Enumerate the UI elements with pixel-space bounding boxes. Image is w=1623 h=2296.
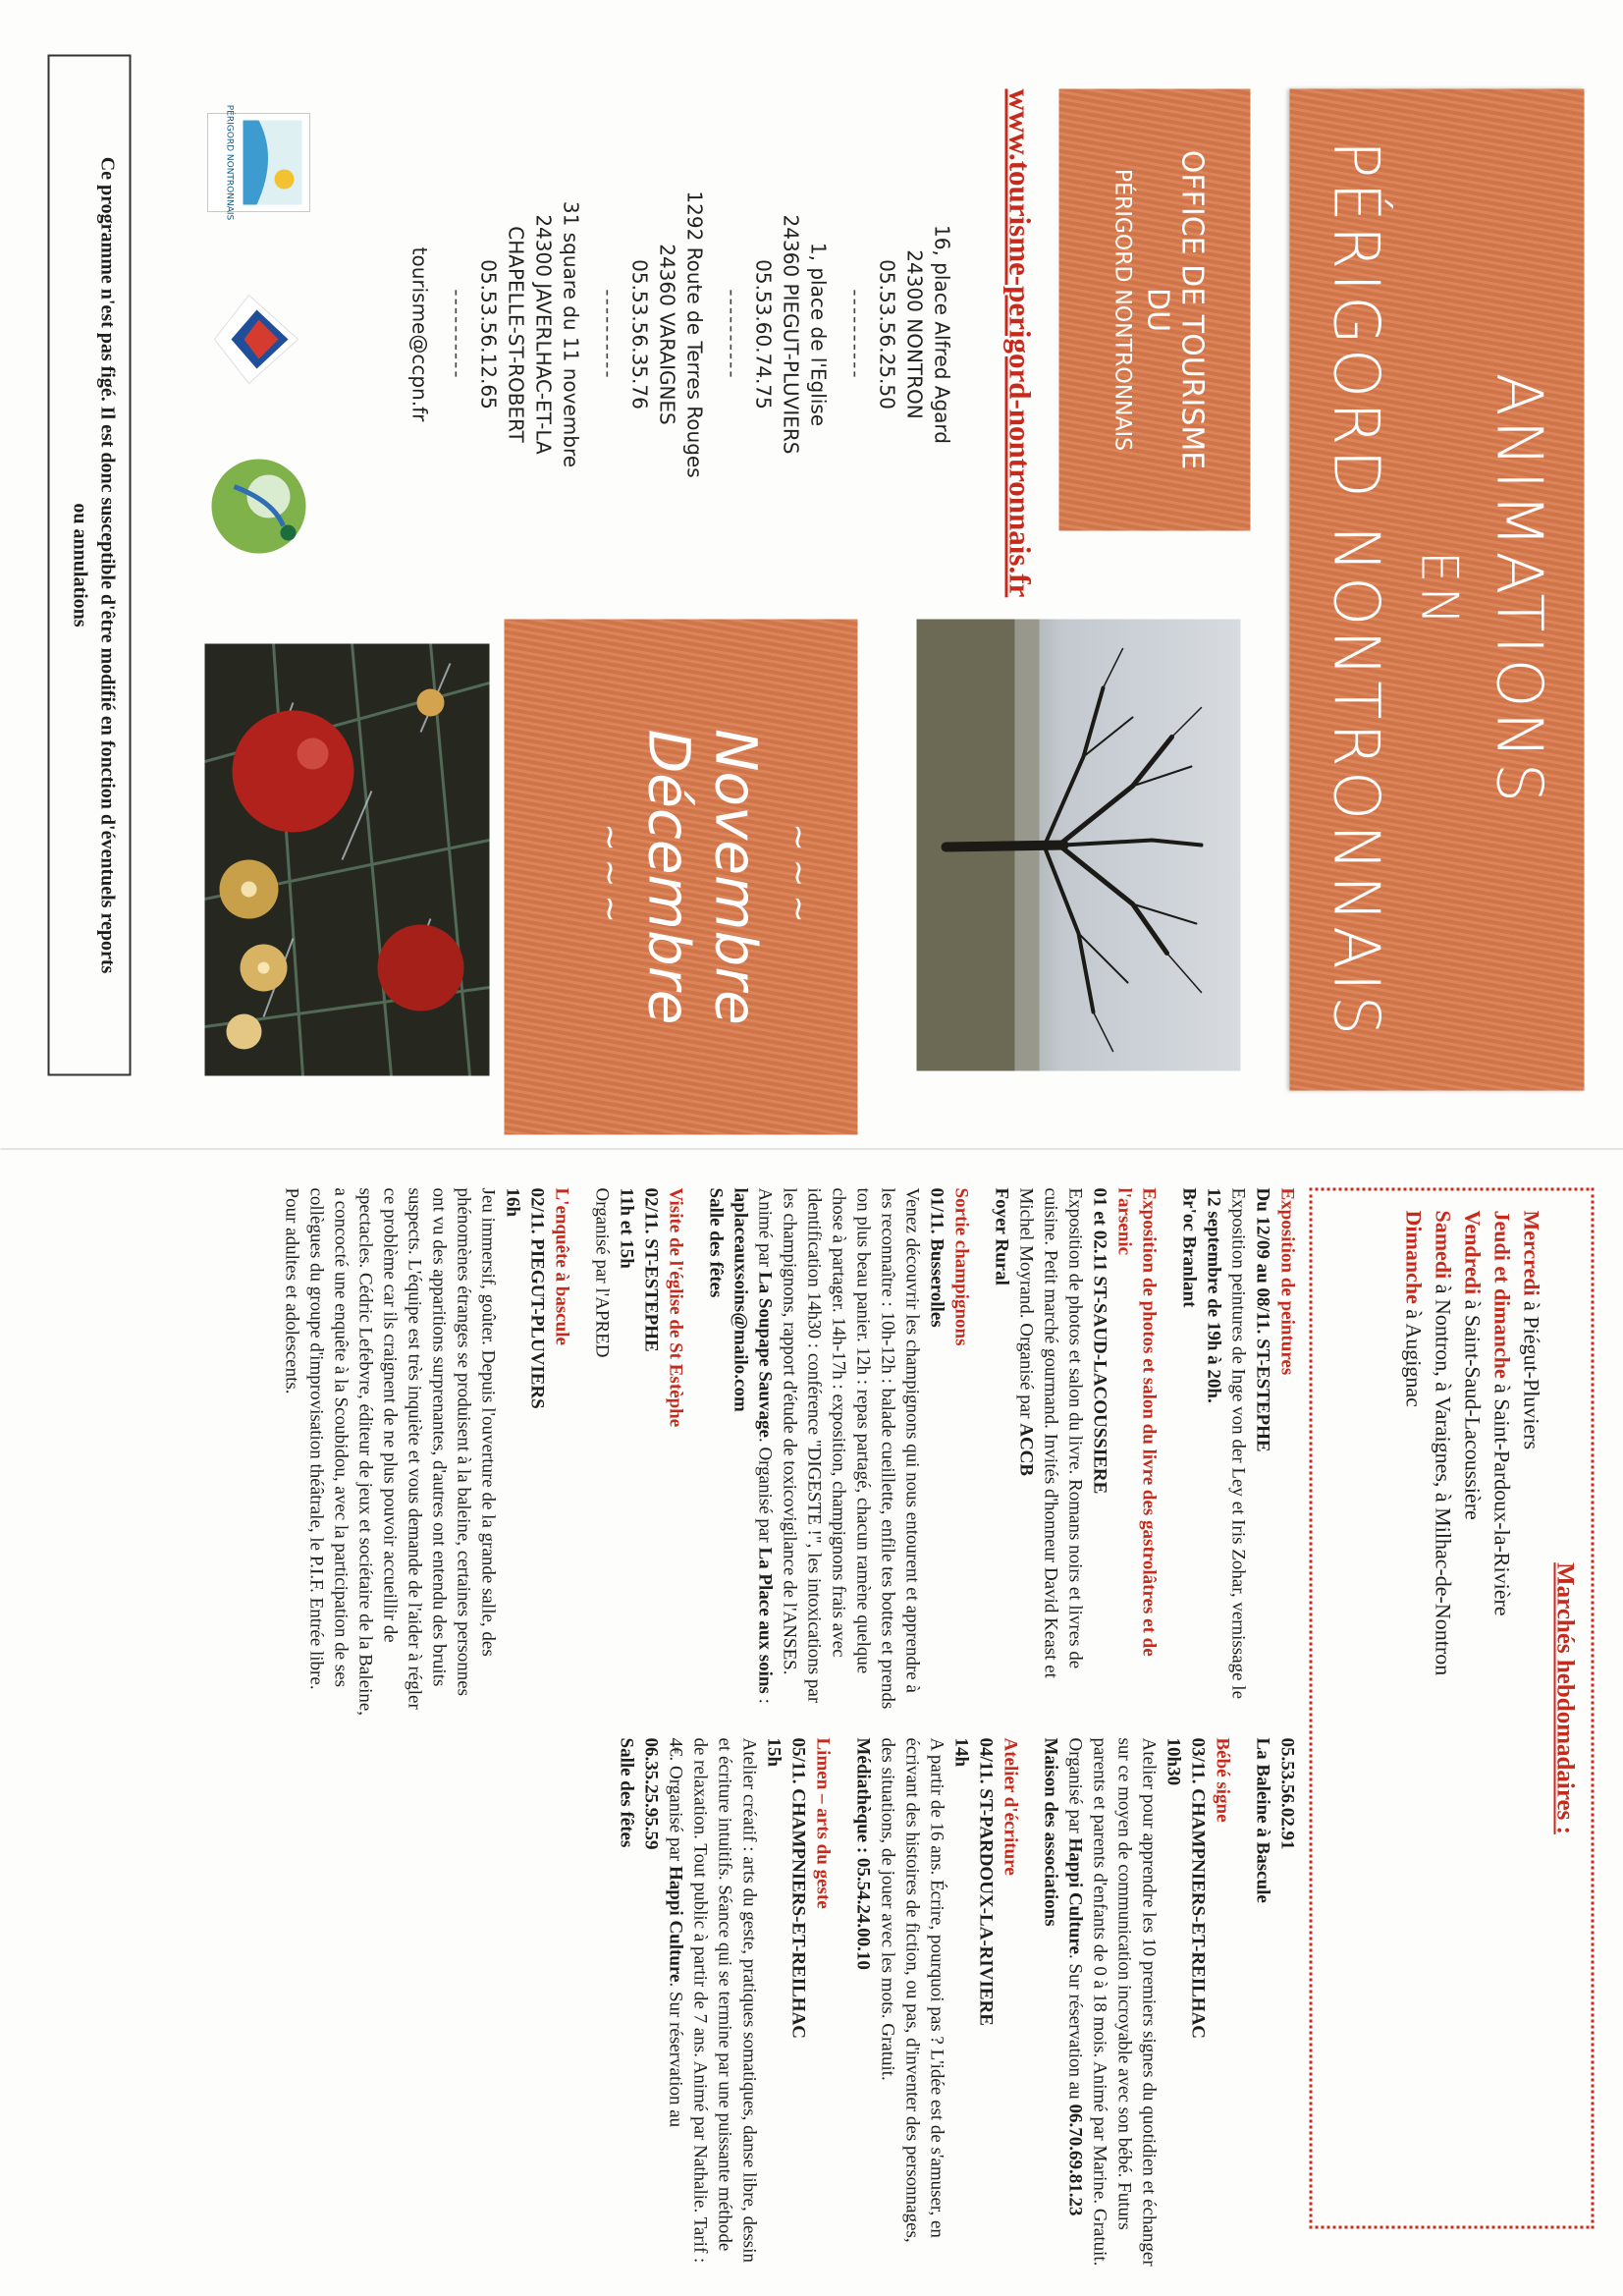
address-phone: 05.53.56.35.76: [627, 258, 651, 410]
events-panel: [0, 1148, 1623, 2296]
title-line-3: PÉRIGORD NONTRONNAIS: [1319, 139, 1391, 1039]
nature-park-logo: [199, 442, 317, 570]
event-place: Salle des fêtes: [616, 1737, 636, 1847]
office-banner: [1058, 88, 1250, 530]
event-place: Salle des fêtes: [705, 1187, 726, 1297]
office-line-3: PÉRIGORD NONTRONNAIS: [1109, 168, 1134, 451]
christmas-photo: [204, 643, 489, 1075]
office-line-1: OFFICE DE TOURISME: [1174, 149, 1209, 469]
event-title: Bébé signe: [1212, 1737, 1232, 1823]
event-title: Sortie champignons: [950, 1187, 971, 1345]
event-description: [1062, 1737, 1161, 2268]
market-place: à Augignac: [1401, 1303, 1426, 1407]
address-separator: ----------: [720, 288, 743, 380]
office-email[interactable]: tourisme@ccpn.fr: [407, 246, 431, 421]
event-text: Animé par: [754, 1187, 775, 1272]
market-place: à Nontron, à Varaignes, à Milhac-de-Nontron: [1431, 1278, 1455, 1675]
event-phone: 05.53.56.02.91: [1276, 1737, 1297, 1849]
title-line-2: EN: [1409, 550, 1468, 629]
title-banner: [1289, 88, 1584, 1090]
event-expo-photos-livre: [989, 1187, 1161, 1718]
event-atelier-ecriture: [850, 1737, 1022, 2268]
event-date: 01 et 02.11 ST-SAUD-LACOUSSIERE: [1089, 1187, 1109, 1494]
event-exposition-peintures: [1176, 1187, 1299, 1718]
event-organizer: La Soupape Sauvage: [754, 1271, 775, 1438]
website-link[interactable]: www.tourisme-perigord-nontronnais.fr: [1002, 88, 1037, 597]
tree-photo: [916, 619, 1240, 1070]
address-separator: ----------: [843, 288, 867, 380]
event-organizer: Happi Culture: [1064, 1837, 1085, 1954]
market-place: à Saint-Saud-Lacoussière: [1460, 1293, 1485, 1520]
disclaimer-line-2: ou annulations: [69, 502, 90, 628]
event-time: 16h: [502, 1187, 522, 1217]
event-description: Venez découvrir les champignons qui nous entourent et apprendre à les reconnaître : 10h-12h : balade cueillette, enfile tes bottes et prends ton plus beau panier. 12h : repas partagé, chacun ramène quelque chose à partager. 14h-17h : exposition, champignons frais avec identification 14h30 : conférence "DIGESTE !", les intoxications par les champignons, rapport d'étude de toxicovigilance de l'ANSES. Animé par La Soupape Sauvage. Organisé par La Place aux soins :: [754, 1187, 922, 1709]
event-title: Exposition de peintures: [1276, 1187, 1297, 1375]
partner-logos: [180, 88, 317, 579]
christmas-illustration: [204, 643, 489, 1075]
markets-title: Marchés hebdomadaires :: [1551, 1561, 1578, 1834]
event-organizer: Organisé par l'APRED: [591, 1187, 612, 1357]
perigord-nontronnais-logo: [199, 98, 317, 226]
event-title: Visite de l'église de St Estèphe: [665, 1187, 685, 1427]
market-row: [1457, 1210, 1487, 2206]
address-separator: ----------: [596, 288, 620, 380]
squiggle-bottom: ~~~: [590, 822, 629, 931]
months-banner: [504, 619, 857, 1134]
event-place: Foyer Rural: [991, 1187, 1011, 1285]
address-phone: 05.53.60.74.75: [751, 258, 775, 410]
address-line: 1, place de l'Eglise: [806, 242, 830, 426]
disclaimer-line-1: Ce programme n'est pas figé. Il est donc susceptible d'être modifié en fonction d'éventuels reports: [96, 156, 118, 973]
event-place: La Baleine à Bascule: [1252, 1737, 1272, 1903]
event-text: . Sur réservation au: [665, 1981, 685, 2127]
event-description: A partir de 16 ans. Écrire, pourquoi pas ? L'idée est de s'amuser, en écrivant des histoires de fiction, ou pas, d'inventer des personnages, des situations, de jouer avec les mots. Gratuit.: [877, 1737, 947, 2243]
address-line: 1292 Route de Terres Rouges: [682, 190, 706, 478]
market-place: à Piégut-Pluviers: [1519, 1295, 1543, 1449]
address-nontron: [873, 88, 955, 579]
market-day: Samedi: [1431, 1210, 1455, 1279]
squiggle-top: ~~~: [779, 822, 818, 931]
event-place: Médiathèque : 05.54.24.00.10: [852, 1737, 873, 1970]
event-visite-eglise: [589, 1187, 687, 1718]
address-line: 24360 VARAIGNES: [655, 243, 678, 425]
events-column-1: [263, 1187, 1299, 1718]
market-row: [1428, 1210, 1457, 2206]
address-varaignes: [625, 88, 708, 579]
month-december: Décembre: [635, 729, 702, 1024]
office-addresses: [406, 88, 955, 579]
event-time: 15h: [763, 1737, 784, 1767]
event-enquete-bascule: [279, 1187, 573, 1718]
market-day: Dimanche: [1401, 1210, 1426, 1304]
event-place: Br'oc Branlant: [1178, 1187, 1199, 1307]
address-separator: ----------: [445, 288, 468, 380]
address-javerlhac: [474, 88, 584, 579]
event-date: 04/11. ST-PARDOUX-LA-RIVIERE: [975, 1737, 996, 2026]
market-day: Vendredi: [1460, 1210, 1485, 1294]
event-date: 02/11. PIEGUT-PLUVIERS: [526, 1187, 547, 1409]
event-description: Jeu immersif, goûter. Depuis l'ouverture de la grande salle, des phénomènes étranges se produisent à la baleine, certaines personnes ont vu des apparitions surprenantes, d'autres ont entendu des bruits suspects. L'équipe est très inquiète et vous demande de l'aider à régler ce problème car ils craignent de ne plus pouvoir accueillir de spectacles. Cédric Lefebvre, éditeur de jeux et sociétaire de la Baleine, a concocté une enquête à la Scoubidou, avec la participation de ses collègues du groupe d'improvisation théâtrale, le P.I.F. Entrée libre. Pour adultes et adolescents.: [281, 1187, 498, 1716]
event-text: . Sur réservation au: [1064, 1953, 1085, 2104]
event-date: 02/11. ST-ESTEPHE: [640, 1187, 661, 1352]
events-column-2: [598, 1737, 1299, 2268]
event-time: 10h30: [1163, 1737, 1183, 1785]
office-line-2: DU: [1140, 287, 1174, 332]
event-bebe-signe: [1038, 1737, 1234, 2268]
month-november: Novembre: [702, 728, 769, 1025]
event-text: Venez découvrir les champignons qui nous entourent et apprendre à les reconnaître : 10h-12h : balade cueillette, enfile tes bottes et prends ton plus beau panier. 12h : repas partagé, chacun ramène quelque chose à partager. 14h-17h : exposition, champignons frais avec identification 14h30 : conférence "DIGESTE !", les intoxications par les champignons, rapport d'étude de toxicovigilance de l'ANSES.: [779, 1187, 922, 1709]
event-email[interactable]: laplaceauxsoins@mailo.com: [730, 1187, 750, 1412]
event-text: Atelier créatif : arts du geste, pratiques somatiques, danse libre, dessin et écriture intuitifs. Séance qui se termine par une puissante méthode de relaxation. Tout public à partir de 7 ans. Animé par Nathalie. Tarif : 4€. Organisé par: [665, 1737, 759, 2263]
event-title: Limen – arts du geste: [812, 1737, 833, 1909]
event-text: . Organisé par: [754, 1437, 775, 1547]
event-text: Exposition peintures de Inge von der Ley et Iris Zohar, vernissage le: [1227, 1187, 1248, 1699]
tree-illustration: [916, 619, 1240, 1070]
event-limen-arts-geste: [614, 1737, 835, 2268]
event-title: Atelier d'écriture: [1000, 1737, 1020, 1876]
address-line: CHAPELLE-ST-ROBERT: [504, 225, 527, 443]
address-line: 24300 NONTRON: [902, 248, 926, 419]
event-phone: 06.70.69.81.23: [1064, 2103, 1085, 2215]
event-date: 03/11. CHAMPNIERS-ET-REILHAC: [1187, 1737, 1208, 2039]
event-date: Du 12/09 au 08/11. ST-ESTEPHE: [1252, 1187, 1272, 1452]
region-logo: [199, 275, 317, 403]
event-text: Exposition de photos et salon du livre. Romans noirs et livres de cuisine. Petit marché gourmand. Invités d'honneur David Keast et Michel Moyrand. Organisé par: [1015, 1187, 1085, 1678]
market-day: Jeudi et dimanche: [1489, 1210, 1514, 1379]
event-title: Exposition de photos et salon du livre des gastrolâtres et de l'arsenic: [1113, 1187, 1159, 1657]
address-line: 31 square du 11 novembre: [559, 200, 582, 467]
event-description: [663, 1737, 761, 2268]
address-line: 24360 PIEGUT-PLUVIERS: [779, 214, 802, 454]
event-date: 05/11. CHAMPNIERS-ET-REILHAC: [787, 1737, 808, 2039]
event-time: 11h et 15h: [616, 1187, 636, 1269]
title-line-1: ANIMATIONS: [1482, 372, 1554, 806]
event-organizer: ACCB: [1015, 1422, 1036, 1476]
event-time: 14h: [950, 1737, 971, 1767]
address-phone: 05.53.56.12.65: [476, 258, 500, 410]
event-organizer: La Place aux soins: [754, 1546, 775, 1694]
weekly-markets-box: [1309, 1187, 1594, 2228]
event-date: 01/11. Busserolles: [926, 1187, 947, 1328]
market-row: [1398, 1210, 1428, 2206]
event-enquete-bascule-contact: [1250, 1737, 1299, 2268]
market-row: [1487, 1210, 1516, 2206]
event-place: Maison des associations: [1040, 1737, 1060, 1927]
address-line: 24300 JAVERLHAC-ET-LA: [531, 213, 555, 455]
event-text: Atelier pour apprendre les 10 premiers signes du quotidien et échanger sur ce moyen de communication incroyable avec son bébé. Futurs parents et parents d'enfants de 0 à 18 mois. Animé par Marine. Gratuit. Organisé par: [1064, 1737, 1159, 2267]
market-row: [1516, 1210, 1545, 2206]
disclaimer-box: [47, 54, 131, 1075]
logo-text: PÉRIGORD NONTRONNAIS: [224, 104, 234, 220]
address-piegut: [749, 88, 832, 579]
address-phone: 05.53.56.25.50: [875, 258, 898, 410]
event-sortie-champignons: [703, 1187, 973, 1718]
event-description: [1013, 1187, 1087, 1718]
market-place: à Saint-Pardoux-la-Rivière: [1489, 1378, 1514, 1616]
event-text-bold: 12 septembre de 19h à 20h.: [1203, 1187, 1223, 1403]
address-line: 16, place Alfred Agard: [930, 224, 953, 444]
event-title: L'enquête à bascule: [551, 1187, 571, 1345]
event-phone: 06.35.25.95.59: [640, 1737, 661, 1849]
event-description: [1201, 1187, 1250, 1718]
event-organizer: Happi Culture: [665, 1865, 685, 1982]
market-day: Mercredi: [1519, 1210, 1543, 1296]
